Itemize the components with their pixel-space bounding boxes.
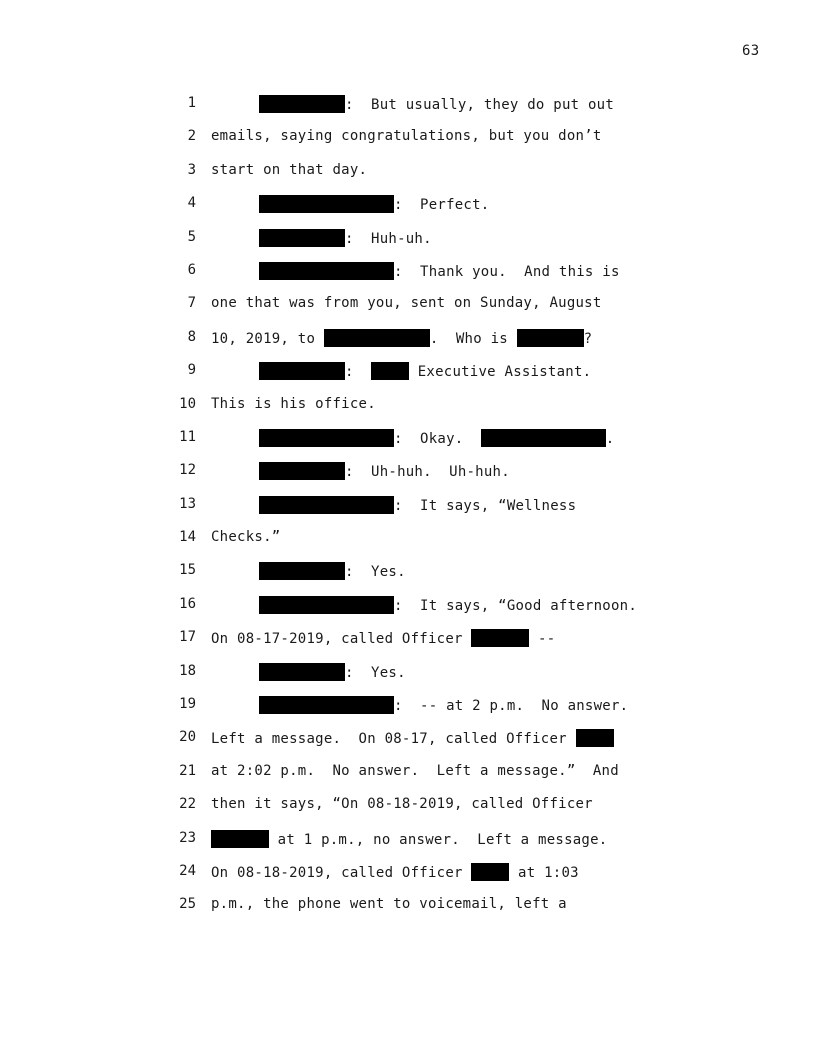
redaction-block	[371, 362, 409, 380]
line-number: 10	[179, 395, 196, 412]
line-segment: . Who is	[429, 330, 517, 347]
line-text	[259, 95, 614, 113]
line-segment: at 1 p.m., no answer. Left a message.	[269, 831, 608, 848]
line-segment: On 08-18-2019, called Officer	[211, 864, 472, 881]
line-segment: : Perfect.	[394, 197, 490, 214]
transcript-line	[0, 726, 816, 759]
redaction-block	[324, 329, 430, 347]
line-segment: start on that day.	[211, 161, 368, 178]
line-number: 6	[187, 261, 196, 278]
transcript-line	[0, 92, 816, 125]
line-segment: : Yes.	[345, 564, 406, 581]
line-text	[259, 229, 432, 247]
redaction-block	[259, 195, 394, 213]
line-segment: ?	[583, 330, 593, 347]
line-text	[211, 896, 567, 912]
line-number: 14	[179, 529, 196, 546]
transcript-line	[0, 593, 816, 626]
line-segment: Checks.”	[211, 529, 281, 546]
line-number: 24	[179, 862, 196, 879]
line-segment: p.m., the phone went to voicemail, left a	[211, 896, 567, 913]
transcript-line	[0, 159, 816, 192]
line-segment: : But usually, they do put out	[345, 97, 615, 113]
line-number: 21	[179, 762, 196, 779]
line-number: 5	[187, 228, 196, 245]
redaction-block	[259, 562, 345, 580]
redaction-block	[259, 362, 345, 380]
line-number: 8	[187, 328, 196, 345]
line-segment: : It says, “Wellness	[394, 497, 577, 514]
redaction-block	[259, 496, 394, 514]
transcript-body	[0, 92, 816, 927]
transcript-line	[0, 893, 816, 926]
redaction-block	[259, 696, 394, 714]
line-text	[259, 696, 628, 714]
line-segment: --	[529, 631, 556, 648]
transcript-line	[0, 493, 816, 526]
line-segment: : Uh-huh. Uh-huh.	[345, 464, 510, 481]
line-segment: : Yes.	[345, 664, 406, 681]
line-text	[211, 729, 614, 747]
redaction-block	[259, 95, 345, 113]
transcript-line	[0, 626, 816, 659]
transcript-line	[0, 292, 816, 325]
transcript-line	[0, 693, 816, 726]
line-number: 2	[187, 128, 196, 145]
line-number: 9	[187, 362, 196, 379]
transcript-line	[0, 125, 816, 158]
line-segment: Executive Assistant.	[409, 364, 592, 381]
line-number: 12	[179, 462, 196, 479]
transcript-line	[0, 559, 816, 592]
redaction-block	[481, 429, 606, 447]
line-number: 19	[179, 696, 196, 713]
line-text	[211, 629, 555, 647]
redaction-block	[259, 663, 345, 681]
line-segment: 10, 2019, to	[211, 330, 324, 347]
transcript-line	[0, 793, 816, 826]
line-text	[259, 262, 620, 280]
redaction-block	[517, 329, 584, 347]
line-number: 15	[179, 562, 196, 579]
transcript-line	[0, 259, 816, 292]
line-text	[259, 195, 489, 213]
line-number: 18	[179, 662, 196, 679]
line-segment: This is his office.	[211, 395, 376, 412]
line-segment: : Huh-uh.	[345, 230, 432, 247]
line-segment: On 08-17-2019, called Officer	[211, 631, 472, 648]
transcript-line	[0, 860, 816, 893]
redaction-block	[259, 596, 394, 614]
transcript-line	[0, 660, 816, 693]
line-segment: then it says, “On 08-18-2019, called Officer	[211, 796, 593, 813]
transcript-line	[0, 359, 816, 392]
line-number: 4	[187, 195, 196, 212]
line-text	[259, 462, 510, 480]
line-text	[259, 496, 576, 514]
line-segment: at 2:02 p.m. No answer. Left a message.” And	[211, 762, 619, 779]
line-text	[211, 529, 280, 545]
redaction-block	[471, 863, 509, 881]
line-segment: one that was from you, sent on Sunday, August	[211, 295, 602, 312]
transcript-line	[0, 827, 816, 860]
redaction-block	[471, 629, 529, 647]
line-segment: : It says, “Good afternoon.	[394, 597, 638, 614]
redaction-block	[259, 262, 394, 280]
line-text	[211, 796, 593, 812]
line-segment: : Thank you. And this is	[394, 263, 620, 280]
line-number: 11	[179, 428, 196, 445]
line-number: 17	[179, 629, 196, 646]
line-number: 7	[187, 295, 196, 312]
transcript-line	[0, 393, 816, 426]
transcript-line	[0, 760, 816, 793]
line-number: 1	[187, 95, 196, 111]
line-text	[211, 162, 367, 178]
line-segment: : Okay.	[394, 430, 481, 447]
redaction-block	[211, 830, 269, 848]
line-text	[259, 429, 614, 447]
line-text	[211, 396, 376, 412]
line-segment: emails, saying congratulations, but you don’t	[211, 128, 602, 145]
transcript-line	[0, 226, 816, 259]
line-text	[259, 562, 406, 580]
line-number: 22	[179, 796, 196, 813]
line-text	[211, 763, 619, 779]
page-number: 63	[742, 43, 760, 59]
line-number: 23	[179, 829, 196, 846]
line-text	[211, 830, 607, 848]
line-text	[211, 295, 602, 311]
line-number: 16	[179, 595, 196, 612]
line-segment: Left a message. On 08-17, called Officer	[211, 731, 576, 748]
line-text	[211, 128, 602, 144]
redaction-block	[259, 429, 394, 447]
transcript-line	[0, 326, 816, 359]
line-text	[211, 329, 592, 347]
line-number: 20	[179, 729, 196, 746]
transcript-line	[0, 192, 816, 225]
transcript-line	[0, 459, 816, 492]
transcript-line	[0, 526, 816, 559]
line-segment: :	[345, 364, 372, 381]
redaction-block	[259, 229, 345, 247]
line-number: 3	[187, 161, 196, 178]
line-segment: : -- at 2 p.m. No answer.	[394, 698, 629, 715]
line-segment: .	[605, 430, 615, 447]
redaction-block	[576, 729, 614, 747]
redaction-block	[259, 462, 345, 480]
transcript-line	[0, 426, 816, 459]
line-segment: at 1:03	[509, 864, 579, 881]
line-number: 25	[179, 896, 196, 913]
line-text	[259, 596, 637, 614]
line-text	[259, 362, 591, 380]
line-text	[211, 863, 579, 881]
line-number: 13	[179, 495, 196, 512]
line-text	[259, 663, 406, 681]
